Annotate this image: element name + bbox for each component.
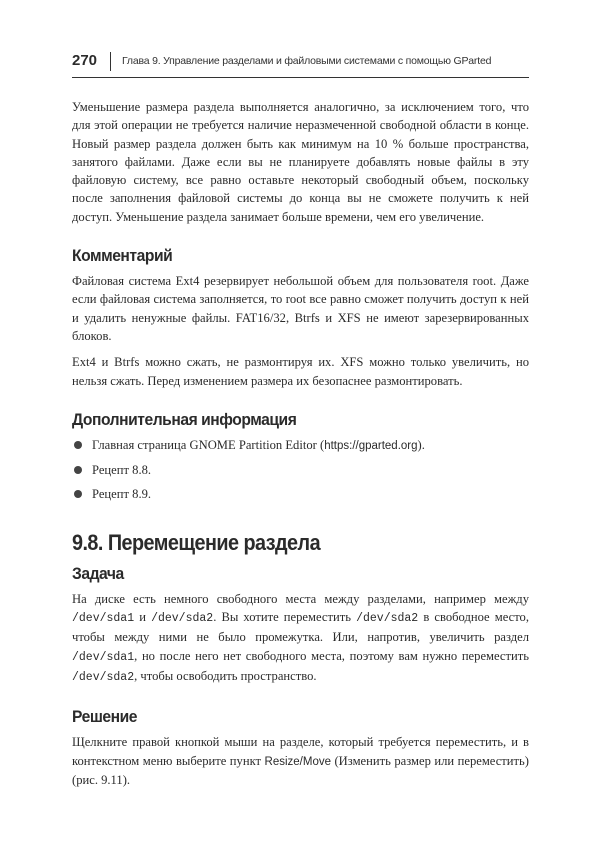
code-path: /dev/sda2 xyxy=(151,612,214,626)
list-item xyxy=(72,436,529,455)
list-item xyxy=(72,485,529,503)
bullet-icon xyxy=(74,441,82,449)
list-item-text: Главная страница GNOME Partition Editor ( xyxy=(92,437,325,452)
code-path: /dev/sda2 xyxy=(72,670,135,684)
solution-paragraph xyxy=(72,733,529,789)
list-item xyxy=(72,461,529,479)
task-text: На диске есть немного свободного места между разделами, например между xyxy=(72,591,529,606)
solution-text: Щелкните правой кнопкой мыши на разделе, который требуется переместить, и в контекстном меню выберите пункт xyxy=(72,735,529,768)
task-text: и xyxy=(134,610,152,625)
header-rule xyxy=(72,77,529,78)
page-content xyxy=(72,98,529,789)
more-info-list xyxy=(72,436,529,504)
task-paragraph xyxy=(72,590,529,687)
comment-heading: Комментарий xyxy=(72,246,173,266)
more-info-heading: Дополнительная информация xyxy=(72,409,297,429)
gparted-link[interactable]: https://gparted.org xyxy=(324,439,418,452)
task-text: . Вы хотите переместить xyxy=(213,610,357,625)
code-path: /dev/sda1 xyxy=(72,650,135,664)
running-head: Глава 9. Управление разделами и файловыми системами с помощью GParted xyxy=(122,55,492,67)
menu-item-name: Resize/Move xyxy=(264,755,331,768)
code-path: /dev/sda1 xyxy=(72,612,135,626)
task-text: , чтобы освободить пространство. xyxy=(134,668,317,683)
bullet-icon xyxy=(74,490,82,498)
page-header xyxy=(72,52,528,70)
task-text: , но после него нет свободного места, поэтому вам нужно переместить xyxy=(134,648,529,663)
bullet-icon xyxy=(74,466,82,474)
comment-paragraph-1: Файловая система Ext4 резервирует небольшой объем для пользователя root. Даже если файловая система заполняется, то root все равно сможет получить доступ к ней и удалить ненужные файлы. FAT16/32, Btrfs и XFS не имеют зарезервированных блоков. xyxy=(72,274,529,343)
solution-heading: Решение xyxy=(72,707,138,727)
intro-paragraph: Уменьшение размера раздела выполняется аналогично, за исключением того, что для этой операции не требуется наличие неразмеченной свободной области в конце. Новый размер раздела должен быть как минимум на 10 % больше пространства, занятого файлами. Даже если вы не планируете добавлять новые файлы в эту файловую систему, все равно оставьте некоторый свободный объем, поскольку после заполнения файловой системы до конца вы не сможете получить к ней доступ. Уменьшение раздела занимает больше времени, чем его увеличение. xyxy=(72,100,529,224)
page-number: 270 xyxy=(72,52,98,69)
code-path: /dev/sda2 xyxy=(356,612,419,626)
list-item-tail: ). xyxy=(417,437,425,452)
list-item-text: Рецепт 8.8. xyxy=(92,463,152,478)
header-divider xyxy=(110,52,111,71)
task-heading: Задача xyxy=(72,563,124,583)
list-item-text: Рецепт 8.9. xyxy=(92,487,152,502)
task-text: в свободное место, чтобы между ними не было промежутка. Или, напротив, увеличить раздел xyxy=(72,610,529,645)
comment-paragraph-2: Ext4 и Btrfs можно сжать, не размонтируя их. XFS можно только увеличить, но нельзя сжать. Перед изменением размера их безопаснее размонтировать. xyxy=(72,355,529,388)
solution-text: (Изменить размер или переместить) (рис. 9.11). xyxy=(72,753,529,787)
section-title: 9.8. Перемещение раздела xyxy=(72,529,321,555)
